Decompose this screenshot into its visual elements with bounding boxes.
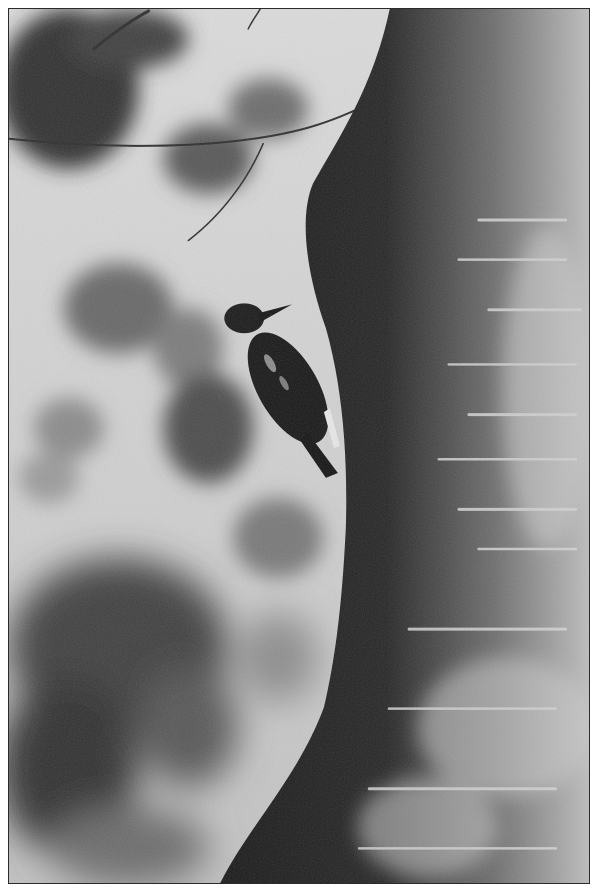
film-grain xyxy=(9,9,589,883)
photo-canvas xyxy=(9,9,589,883)
photograph xyxy=(8,8,590,884)
